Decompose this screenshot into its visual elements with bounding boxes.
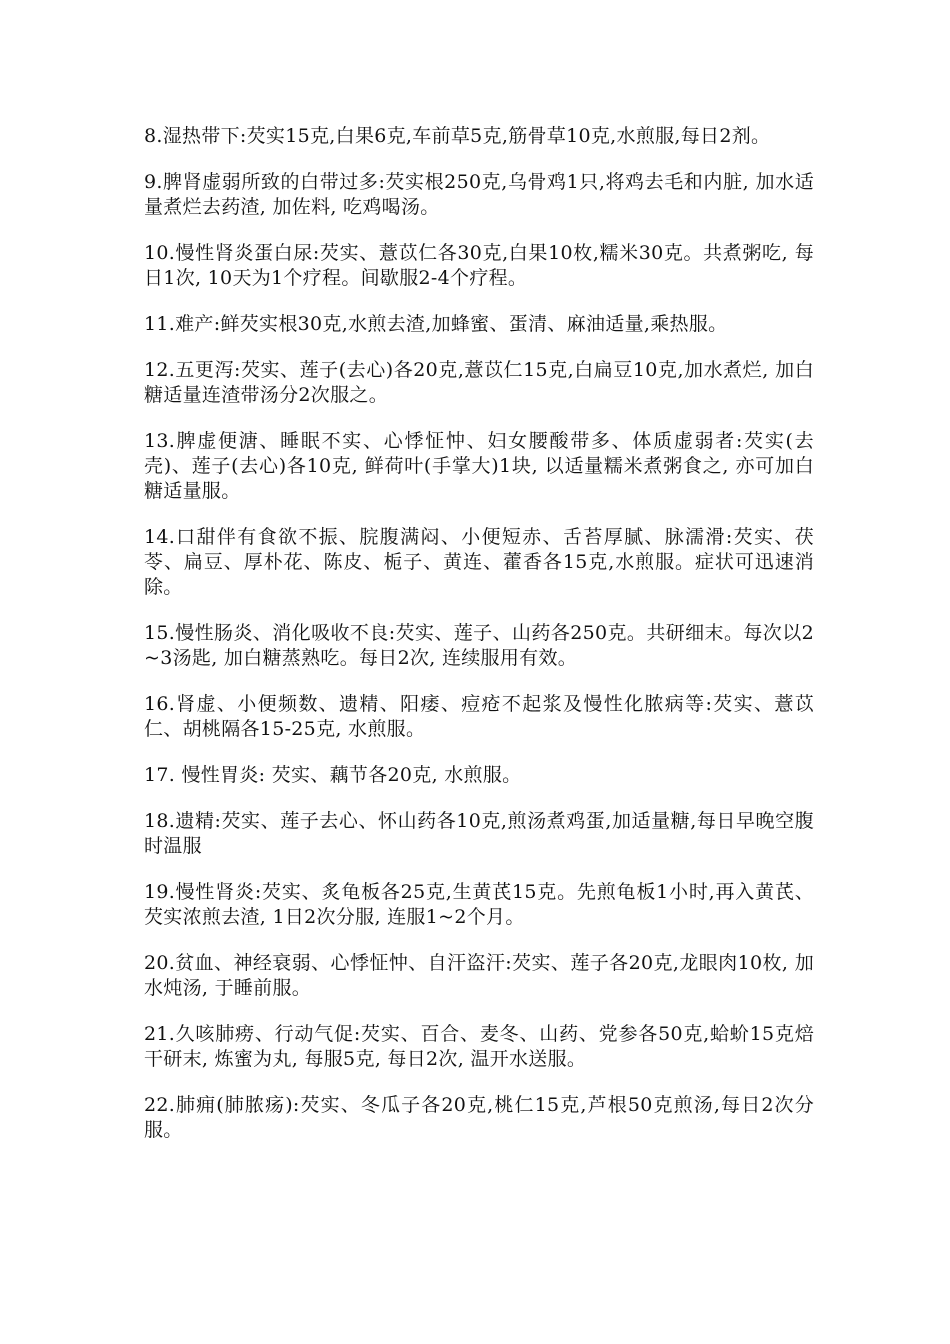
remedy-paragraph-11: 11.难产:鲜芡实根30克,水煎去渣,加蜂蜜、蛋清、麻油适量,乘热服。 [144,313,728,335]
remedy-paragraph-14: 14.口甜伴有食欲不振、脘腹满闷、小便短赤、舌苔厚腻、脉濡滑:芡实、茯苓、扁豆、厚朴花、陈皮、栀子、黄连、藿香各15克,水煎服。症状可迅速消除。 [144,526,814,598]
remedy-paragraph-22: 22.肺痈(肺脓疡):芡实、冬瓜子各20克,桃仁15克,芦根50克煎汤,每日2次分服。 [144,1094,814,1141]
remedy-paragraph-12: 12.五更泻:芡实、莲子(去心)各20克,薏苡仁15克,白扁豆10克,加水煮烂, 加白糖适量连渣带汤分2次服之。 [144,359,814,406]
remedy-paragraph-19: 19.慢性肾炎:芡实、炙龟板各25克,生黄芪15克。先煎龟板1小时,再入黄芪、芡实浓煎去渣, 1日2次分服, 连服1~2个月。 [144,881,814,928]
remedy-paragraph-21: 21.久咳肺痨、行动气促:芡实、百合、麦冬、山药、党参各50克,蛤蚧15克焙干研末, 炼蜜为丸, 每服5克, 每日2次, 温开水送服。 [144,1023,814,1070]
remedy-paragraph-17: 17. 慢性胃炎: 芡实、藕节各20克, 水煎服。 [144,764,522,786]
document-page [144,124,814,1164]
remedy-paragraph-15: 15.慢性肠炎、消化吸收不良:芡实、莲子、山药各250克。共研细末。每次以2~3汤匙, 加白糖蒸熟吃。每日2次, 连续服用有效。 [144,622,814,669]
remedy-paragraph-13: 13.脾虚便溏、睡眠不实、心悸怔忡、妇女腰酸带多、体质虚弱者:芡实(去壳)、莲子(去心)各10克, 鲜荷叶(手掌大)1块, 以适量糯米煮粥食之, 亦可加白糖适量服。 [144,430,814,502]
remedy-paragraph-8: 8.湿热带下:芡实15克,白果6克,车前草5克,筋骨草10克,水煎服,每日2剂。 [144,125,771,147]
remedy-paragraph-16: 16.肾虚、小便频数、遗精、阳痿、痘疮不起浆及慢性化脓病等:芡实、薏苡仁、胡桃隔各15-25克, 水煎服。 [144,693,814,740]
remedy-paragraph-18: 18.遗精:芡实、莲子去心、怀山药各10克,煎汤煮鸡蛋,加适量糖,每日早晚空腹时温服 [144,810,814,857]
remedy-paragraph-20: 20.贫血、神经衰弱、心悸怔忡、自汗盗汗:芡实、莲子各20克,龙眼肉10枚, 加水炖汤, 于睡前服。 [144,952,814,999]
remedy-paragraph-10: 10.慢性肾炎蛋白尿:芡实、薏苡仁各30克,白果10枚,糯米30克。共煮粥吃, 每日1次, 10天为1个疗程。间歇服2-4个疗程。 [144,242,814,289]
remedy-paragraph-9: 9.脾肾虚弱所致的白带过多:芡实根250克,乌骨鸡1只,将鸡去毛和内脏, 加水适量煮烂去药渣, 加佐料, 吃鸡喝汤。 [144,171,814,218]
